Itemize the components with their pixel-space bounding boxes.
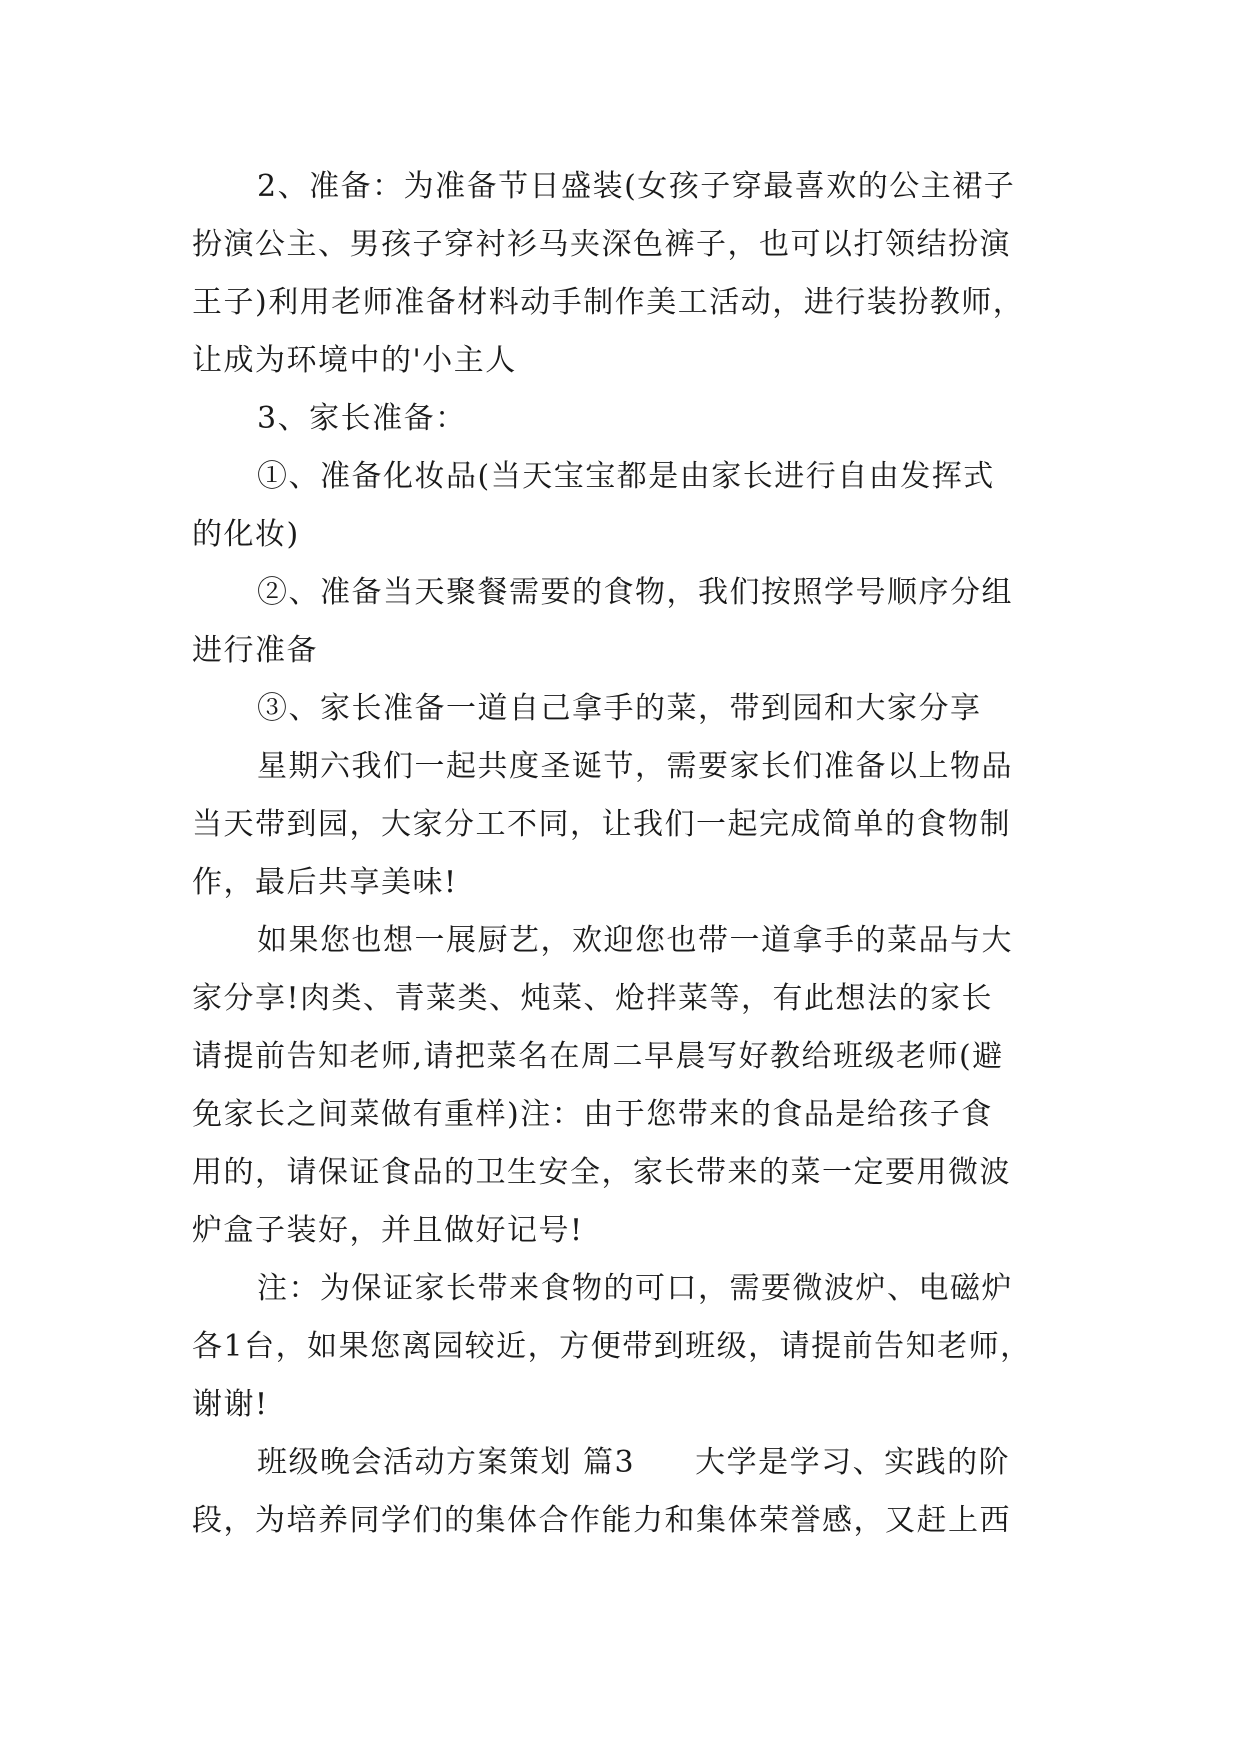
text-line: 2、准备：为准备节日盛装(女孩子穿最喜欢的公主裙子 [257, 169, 1016, 204]
text-line: 免家长之间菜做有重样)注：由于您带来的食品是给孩子食 [192, 1097, 993, 1132]
text-line: 进行准备 [192, 633, 318, 668]
list-item-dish [192, 680, 1052, 738]
text-line: 星期六我们一起共度圣诞节，需要家长们准备以上物品 [257, 749, 1013, 784]
list-item-makeup [192, 448, 1052, 564]
paragraph-note [192, 1260, 1052, 1434]
paragraph-saturday [192, 738, 1052, 912]
document-body [192, 158, 1052, 1550]
text-line: 的化妆) [192, 517, 300, 552]
text-line: 注：为保证家长带来食物的可口，需要微波炉、电磁炉 [257, 1271, 1013, 1306]
text-line: 让成为环境中的'小主人 [192, 343, 517, 378]
text-line: ③、家长准备一道自己拿手的菜，带到园和大家分享 [257, 691, 982, 726]
text-line: 用的，请保证食品的卫生安全，家长带来的菜一定要用微波 [192, 1155, 1011, 1190]
section-heading: 班级晚会活动方案策划 篇3 [257, 1445, 636, 1480]
paragraph-parent-preparation [192, 390, 1052, 448]
text-line [192, 1434, 1052, 1492]
text-line: 作，最后共享美味! [192, 865, 458, 900]
text-line: 王子)利用老师准备材料动手制作美工活动，进行装扮教师， [192, 285, 1025, 320]
text-line: 当天带到园，大家分工不同，让我们一起完成简单的食物制 [192, 807, 1011, 842]
text-line: 扮演公主、男孩子穿衬衫马夹深色裤子，也可以打领结扮演 [192, 227, 1011, 262]
text-line: 家分享!肉类、青菜类、炖菜、炝拌菜等，有此想法的家长 [192, 981, 994, 1016]
section-intro: 大学是学习、实践的阶 [695, 1445, 1011, 1480]
text-line: 各1台，如果您离园较近，方便带到班级，请提前告知老师， [192, 1329, 1032, 1364]
text-line: 段，为培养同学们的集体合作能力和集体荣誉感，又赶上西 [192, 1503, 1011, 1538]
text-line: ②、准备当天聚餐需要的食物，我们按照学号顺序分组 [257, 575, 1013, 610]
paragraph-preparation [192, 158, 1052, 390]
text-line: 请提前告知老师,请把菜名在周二早晨写好教给班级老师(避 [192, 1039, 1004, 1074]
list-item-food [192, 564, 1052, 680]
text-line: 如果您也想一展厨艺，欢迎您也带一道拿手的菜品与大 [257, 923, 1013, 958]
text-line: 3、家长准备： [257, 401, 467, 436]
paragraph-cooking [192, 912, 1052, 1260]
text-line: ①、准备化妆品(当天宝宝都是由家长进行自由发挥式 [257, 459, 995, 494]
text-line: 谢谢! [192, 1387, 269, 1422]
text-line: 炉盒子装好，并且做好记号! [192, 1213, 584, 1248]
section-3 [192, 1434, 1052, 1550]
